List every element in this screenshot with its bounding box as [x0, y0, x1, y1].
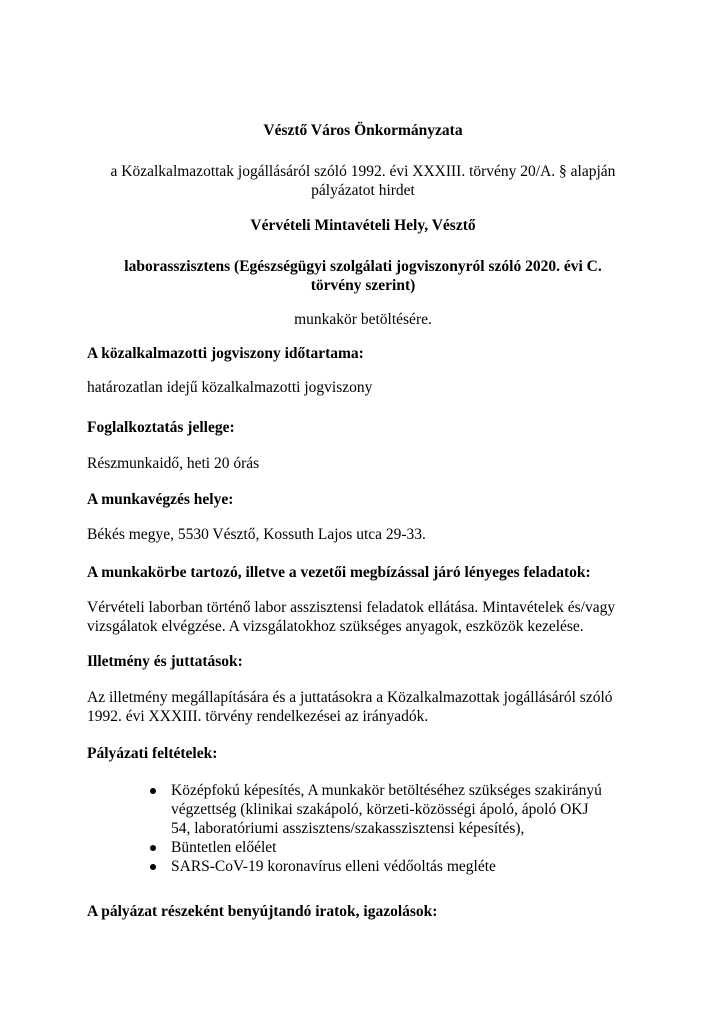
list-item-line: Középfokú képesítés, A munkakör betöltéséhez szükséges szakirányú — [171, 782, 602, 799]
list-item — [150, 781, 650, 838]
list-item — [150, 857, 650, 876]
workplace-title: Vérvételi Mintavételi Hely, Vésztő — [250, 217, 476, 234]
list-item-line: Büntetlen előélet — [171, 839, 277, 856]
org-title: Vésztő Város Önkormányzata — [263, 122, 463, 139]
duties-text — [87, 598, 639, 636]
duties-line-2: vizsgálatok elvégzése. A vizsgálatokhoz szükséges anyagok, eszközök kezelése. — [87, 618, 584, 635]
bullet-icon — [150, 788, 156, 794]
requirements-list — [150, 781, 650, 876]
requirements-heading: Pályázati feltételek: — [87, 745, 218, 762]
salary-heading: Illetmény és juttatások: — [87, 653, 243, 670]
salary-line-2: 1992. évi XXXIII. törvény rendelkezései az irányadók. — [87, 708, 429, 725]
bullet-icon — [150, 845, 156, 851]
intro-line-2: pályázatot hirdet — [311, 182, 415, 199]
position-line-2: törvény szerint) — [310, 277, 416, 294]
location-heading: A munkavégzés helye: — [87, 491, 234, 508]
list-item-line: végzettség (klinikai szakápoló, körzeti-közösségi ápoló, ápoló OKJ — [171, 801, 589, 818]
intro-line-1: a Közalkalmazottak jogállásáról szóló 1992. évi XXXIII. törvény 20/A. § alapján — [110, 163, 616, 180]
location-text: Békés megye, 5530 Vésztő, Kossuth Lajos utca 29-33. — [87, 526, 426, 543]
duration-heading: A közalkalmazotti jogviszony időtartama: — [87, 345, 364, 362]
list-item-line: SARS-CoV-19 koronavírus elleni védőoltás megléte — [171, 858, 496, 875]
intro-text — [87, 162, 639, 200]
documents-heading: A pályázat részeként benyújtandó iratok, igazolások: — [87, 903, 438, 920]
list-item-line: 54, laboratóriumi asszisztens/szakasszisztensi képesítés), — [171, 820, 525, 837]
duration-text: határozatlan idejű közalkalmazotti jogviszony — [87, 379, 373, 396]
duties-heading: A munkakörbe tartozó, illetve a vezetői megbízással járó lényeges feladatok: — [87, 564, 591, 581]
salary-text — [87, 688, 639, 726]
duties-line-1: Vérvételi laborban történő labor asszisztensi feladatok ellátása. Mintavételek és/vagy — [87, 599, 616, 616]
purpose-text: munkakör betöltésére. — [294, 311, 432, 328]
list-item — [150, 838, 650, 857]
employment-text: Részmunkaidő, heti 20 órás — [87, 455, 260, 472]
position-title — [87, 257, 639, 295]
employment-heading: Foglalkoztatás jellege: — [87, 419, 235, 436]
salary-line-1: Az illetmény megállapítására és a juttatásokra a Közalkalmazottak jogállásáról szóló — [87, 689, 613, 706]
position-line-1: laborasszisztens (Egészségügyi szolgálati jogviszonyról szóló 2020. évi C. — [124, 258, 602, 275]
bullet-icon — [150, 864, 156, 870]
